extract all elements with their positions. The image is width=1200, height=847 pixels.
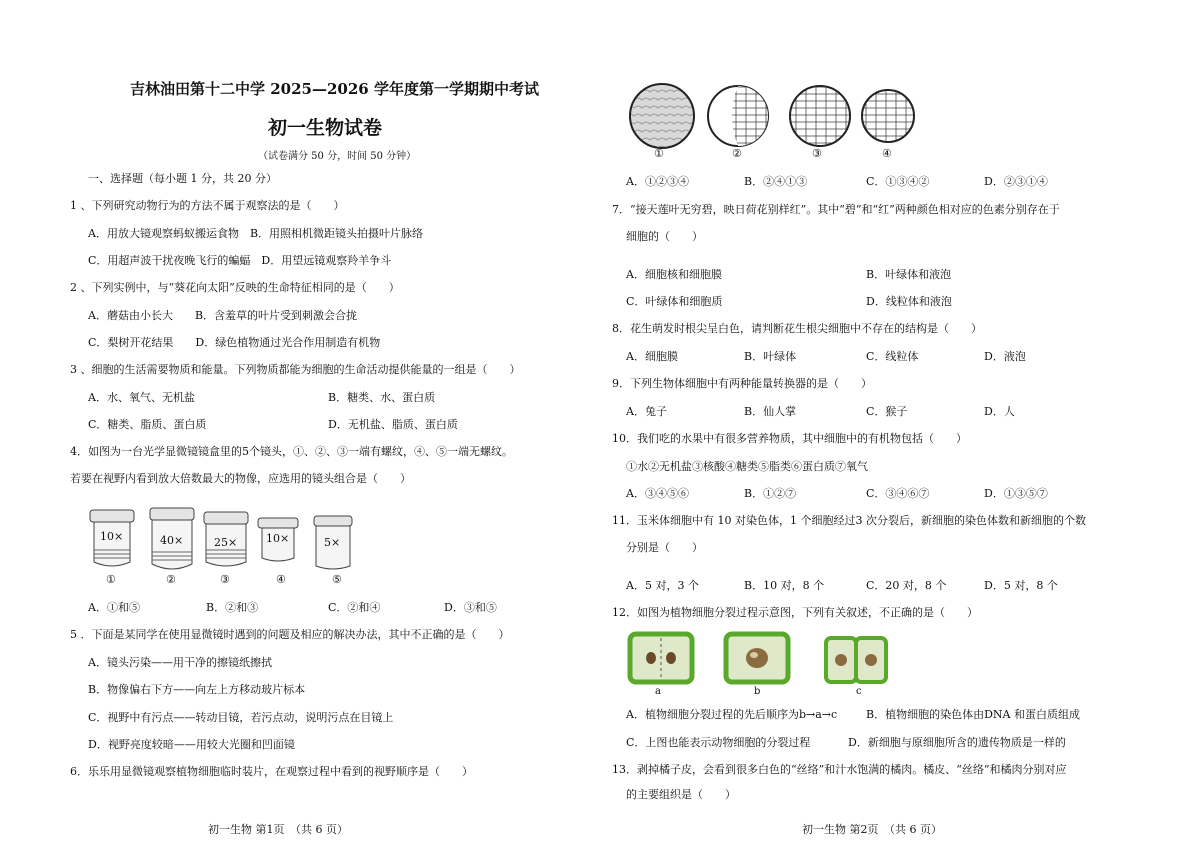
q5-option-c: C．视野中有污点——转动目镜，若污点动，说明污点在目镜上 bbox=[88, 711, 394, 724]
q11-option-c: C．20 对，8 个 bbox=[866, 579, 947, 592]
q11-option-d: D．5 对，8 个 bbox=[984, 579, 1058, 592]
lens-label-4: ④ bbox=[276, 573, 286, 586]
q11-option-a: A．5 对，3 个 bbox=[626, 579, 699, 592]
q10-option-c: C．③④⑥⑦ bbox=[866, 487, 930, 500]
section-heading: 一、选择题（每小题 1 分，共 20 分） bbox=[88, 172, 277, 185]
q11-stem-2: 分别是（ ） bbox=[626, 541, 703, 554]
q3-option-d: D．无机盐、脂质、蛋白质 bbox=[328, 418, 458, 431]
view-4 bbox=[862, 90, 914, 142]
q11-stem: 11．玉米体细胞中有 10 对染色体，1 个细胞经过3 次分裂后，新细胞的染色体数和新细胞的个数 bbox=[612, 514, 1086, 527]
right-footer: 初一生物 第2页 （共 6 页） bbox=[802, 823, 942, 836]
view-label-3: ③ bbox=[812, 147, 822, 160]
cell-b bbox=[726, 634, 788, 682]
q12-option-b: B．植物细胞的染色体由DNA 和蛋白质组成 bbox=[866, 708, 1080, 721]
q8-stem: 8．花生萌发时根尖呈白色，请判断花生根尖细胞中不存在的结构是（ ） bbox=[612, 322, 982, 335]
q3-option-a: A．水、氧气、无机盐 bbox=[88, 391, 195, 404]
view-1 bbox=[630, 84, 694, 148]
lens-5-mag: 5× bbox=[324, 536, 341, 549]
q8-option-b: B．叶绿体 bbox=[744, 350, 797, 363]
q4-stem-2: 若要在视野内看到放大倍数最大的物像，应选用的镜头组合是（ ） bbox=[70, 472, 411, 485]
q3-option-b: B．糖类、水、蛋白质 bbox=[328, 391, 436, 404]
exam-note: （试卷满分 50 分，时间 50 分钟） bbox=[258, 151, 417, 162]
q9-option-b: B．仙人掌 bbox=[744, 405, 797, 418]
view-label-4: ④ bbox=[882, 147, 892, 160]
lens-label-3: ③ bbox=[220, 573, 230, 586]
q7-stem-2: 细胞的（ ） bbox=[626, 230, 703, 243]
cell-label-b: b bbox=[754, 686, 761, 697]
q4-stem: 4．如图为一台光学显微镜镜盒里的5个镜头，①、②、③一端有螺纹，④、⑤一端无螺纹。 bbox=[70, 445, 513, 458]
q5-stem: 5 ．下面是某同学在使用显微镜时遇到的问题及相应的解决办法，其中不正确的是（ ） bbox=[70, 628, 510, 641]
cell-label-a: a bbox=[655, 686, 661, 697]
q4-option-d: D．③和⑤ bbox=[444, 601, 497, 614]
q6-option-a: A．①②③④ bbox=[626, 175, 689, 188]
q10-option-d: D．①③⑤⑦ bbox=[984, 487, 1048, 500]
cell-division-figure bbox=[626, 630, 896, 688]
q5-option-b: B．物像偏右下方——向左上方移动玻片标本 bbox=[88, 683, 306, 696]
q7-option-a: A．细胞核和细胞膜 bbox=[626, 268, 722, 281]
microscope-views-drawing bbox=[626, 80, 916, 162]
lens-4-mag: 10× bbox=[266, 532, 290, 545]
q13-stem-2: 的主要组织是（ ） bbox=[626, 788, 736, 801]
q2-options-ab: A．蘑菇由小长大 B．含羞草的叶片受到刺激会合拢 bbox=[88, 309, 358, 322]
lens-1-mag: 10× bbox=[100, 530, 124, 543]
q3-option-c: C．糖类、脂质、蛋白质 bbox=[88, 418, 207, 431]
q4-option-a: A．①和⑤ bbox=[88, 601, 140, 614]
left-footer: 初一生物 第1页 （共 6 页） bbox=[208, 823, 348, 836]
q5-option-a: A．镜头污染——用干净的擦镜纸擦拭 bbox=[88, 656, 272, 669]
q1-options-cd: C．用超声波干扰夜晚飞行的蝙蝠 D．用望远镜观察羚羊争斗 bbox=[88, 254, 392, 267]
q2-options-cd: C．梨树开花结果 D．绿色植物通过光合作用制造有机物 bbox=[88, 336, 381, 349]
lens-label-1: ① bbox=[106, 573, 116, 586]
q9-option-d: D．人 bbox=[984, 405, 1015, 418]
view-label-2: ② bbox=[732, 147, 742, 160]
microscope-views-figure bbox=[626, 80, 916, 162]
q12-option-d: D．新细胞与原细胞所含的遗传物质是一样的 bbox=[848, 736, 1066, 749]
q7-option-b: B．叶绿体和液泡 bbox=[866, 268, 952, 281]
q10-stem: 10．我们吃的水果中有很多营养物质，其中细胞中的有机物包括（ ） bbox=[612, 432, 967, 445]
cell-label-c: c bbox=[856, 686, 862, 697]
q3-stem: 3 、细胞的生活需要物质和能量。下列物质都能为细胞的生命活动提供能量的一组是（ ） bbox=[70, 363, 521, 376]
lens-label-5: ⑤ bbox=[332, 573, 342, 586]
q4-option-b: B．②和③ bbox=[206, 601, 259, 614]
q10-list: ①水②无机盐③核酸④糖类⑤脂类⑥蛋白质⑦氧气 bbox=[626, 460, 868, 473]
cell-division-drawing bbox=[626, 630, 896, 688]
q8-option-c: C．线粒体 bbox=[866, 350, 919, 363]
cell-c bbox=[826, 638, 886, 682]
lens-3-mag: 25× bbox=[214, 536, 238, 549]
q12-option-c: C．上图也能表示动物细胞的分裂过程 bbox=[626, 736, 811, 749]
q11-option-b: B．10 对，8 个 bbox=[744, 579, 825, 592]
lens-label-2: ② bbox=[166, 573, 176, 586]
q4-option-c: C．②和④ bbox=[328, 601, 381, 614]
q9-stem: 9．下列生物体细胞中有两种能量转换器的是（ ） bbox=[612, 377, 872, 390]
q6-option-c: C．①③④② bbox=[866, 175, 930, 188]
school-title: 吉林油田第十二中学 2025—2026 学年度第一学期期中考试 bbox=[130, 80, 539, 98]
q9-option-a: A．兔子 bbox=[626, 405, 667, 418]
q9-option-c: C．猴子 bbox=[866, 405, 908, 418]
q1-options-ab: A．用放大镜观察蚂蚁搬运食物 B．用照相机微距镜头拍摄叶片脉络 bbox=[88, 227, 424, 240]
q6-stem: 6．乐乐用显微镜观察植物细胞临时装片，在观察过程中看到的视野顺序是（ ） bbox=[70, 765, 473, 778]
q13-stem: 13．剥掉橘子皮，会看到很多白色的“丝络”和汁水饱满的橘肉。橘皮、“丝络”和橘肉分别对应 bbox=[612, 763, 1067, 776]
paper-title: 初一生物试卷 bbox=[268, 117, 383, 139]
q7-stem: 7．“接天莲叶无穷碧，映日荷花别样红”。其中“碧”和“红”两种颜色相对应的色素分别存在于 bbox=[612, 203, 1060, 216]
q1-stem: 1 、下列研究动物行为的方法不属于观察法的是（ ） bbox=[70, 199, 345, 212]
q6-option-d: D．②③①④ bbox=[984, 175, 1048, 188]
q2-stem: 2 、下列实例中，与“葵花向太阳”反映的生命特征相同的是（ ） bbox=[70, 281, 400, 294]
q7-option-d: D．线粒体和液泡 bbox=[866, 295, 952, 308]
q8-option-d: D．液泡 bbox=[984, 350, 1026, 363]
q8-option-a: A．细胞膜 bbox=[626, 350, 678, 363]
q12-stem: 12．如图为植物细胞分裂过程示意图，下列有关叙述，不正确的是（ ） bbox=[612, 606, 978, 619]
view-label-1: ① bbox=[654, 147, 664, 160]
q10-option-b: B．①②⑦ bbox=[744, 487, 797, 500]
q6-option-b: B．②④①③ bbox=[744, 175, 808, 188]
cell-a bbox=[630, 634, 692, 682]
q7-option-c: C．叶绿体和细胞质 bbox=[626, 295, 723, 308]
view-3 bbox=[790, 86, 850, 146]
q5-option-d: D．视野亮度较暗——用较大光圈和凹面镜 bbox=[88, 738, 295, 751]
lens-2-mag: 40× bbox=[160, 534, 184, 547]
view-2 bbox=[708, 86, 768, 146]
q10-option-a: A．③④⑤⑥ bbox=[626, 487, 689, 500]
q12-option-a: A．植物细胞分裂过程的先后顺序为b→a→c bbox=[626, 708, 838, 721]
